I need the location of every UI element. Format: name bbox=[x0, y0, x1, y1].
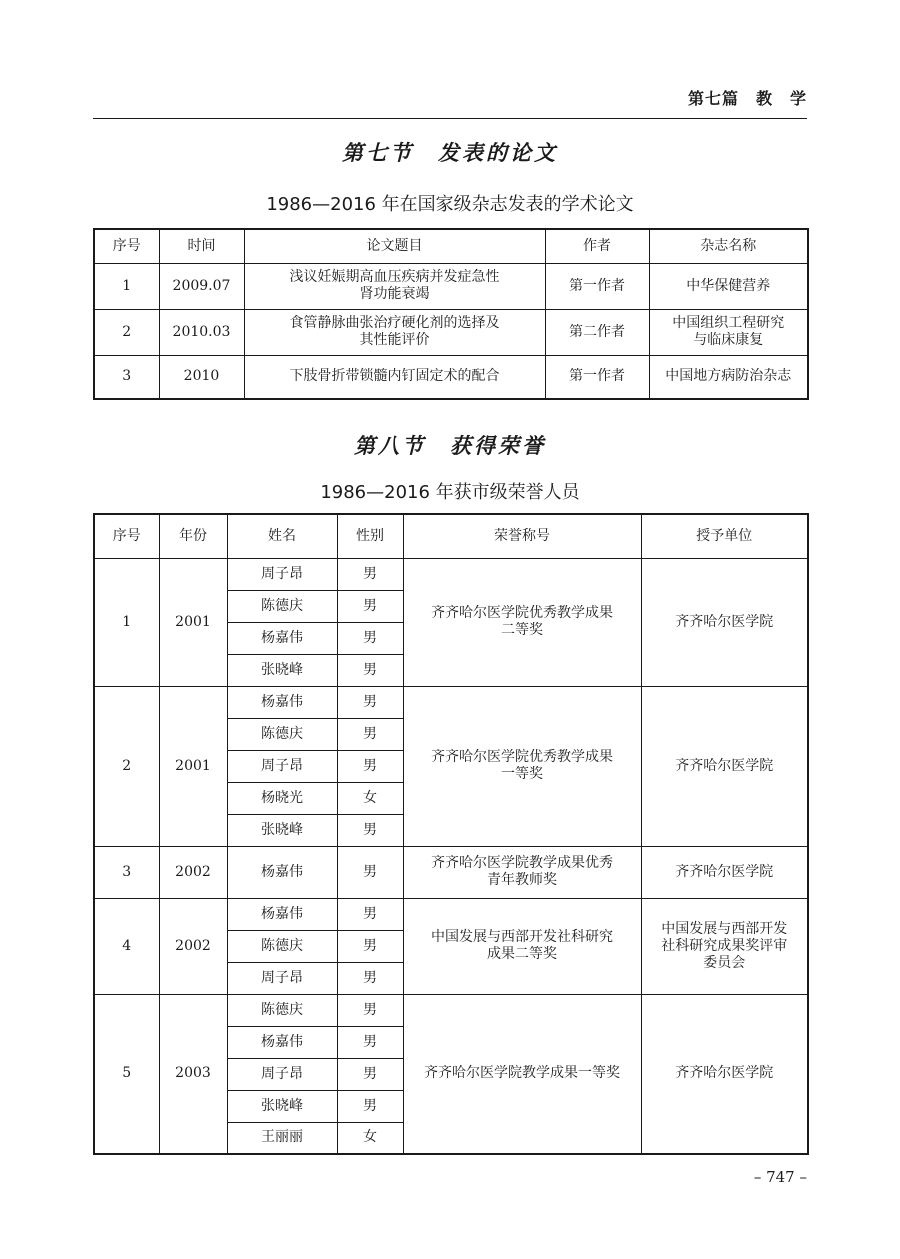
honor-person-gender: 男 bbox=[337, 1090, 403, 1122]
honors-header-gender: 性别 bbox=[337, 514, 403, 558]
honors-header-unit: 授予单位 bbox=[641, 514, 808, 558]
honor-year: 2002 bbox=[159, 898, 227, 994]
honors-row bbox=[94, 846, 808, 898]
paper-journal: 中国地方病防治杂志 bbox=[649, 355, 808, 399]
header-rule bbox=[93, 118, 807, 119]
honor-person-name: 张晓峰 bbox=[227, 654, 337, 686]
honor-unit: 中国发展与西部开发 社科研究成果奖评审 委员会 bbox=[641, 898, 808, 994]
honor-person-name: 周子昂 bbox=[227, 558, 337, 590]
honor-title: 齐齐哈尔医学院教学成果一等奖 bbox=[403, 994, 641, 1154]
honor-unit: 齐齐哈尔医学院 bbox=[641, 994, 808, 1154]
honor-person-name: 周子昂 bbox=[227, 962, 337, 994]
papers-header-no: 序号 bbox=[94, 229, 159, 263]
paper-time: 2010 bbox=[159, 355, 244, 399]
honors-header-year: 年份 bbox=[159, 514, 227, 558]
honor-person-gender: 男 bbox=[337, 590, 403, 622]
honor-unit: 齐齐哈尔医学院 bbox=[641, 686, 808, 846]
honor-person-gender: 男 bbox=[337, 558, 403, 590]
honors-header-name: 姓名 bbox=[227, 514, 337, 558]
honor-person-gender: 男 bbox=[337, 1058, 403, 1090]
honor-year: 2003 bbox=[159, 994, 227, 1154]
papers-table-title: 1986—2016 年在国家级杂志发表的学术论文 bbox=[266, 194, 634, 215]
honor-person-gender: 男 bbox=[337, 930, 403, 962]
honor-no: 1 bbox=[94, 558, 159, 686]
honor-person-name: 杨晓光 bbox=[227, 782, 337, 814]
honor-unit: 齐齐哈尔医学院 bbox=[641, 846, 808, 898]
papers-header-journal: 杂志名称 bbox=[649, 229, 808, 263]
honors-row bbox=[94, 558, 808, 590]
honor-person-gender: 女 bbox=[337, 782, 403, 814]
papers-table bbox=[93, 228, 809, 400]
honor-person-name: 杨嘉伟 bbox=[227, 622, 337, 654]
honor-year: 2002 bbox=[159, 846, 227, 898]
honors-table-title: 1986—2016 年获市级荣誉人员 bbox=[320, 482, 580, 503]
honors-header-honor: 荣誉称号 bbox=[403, 514, 641, 558]
honor-no: 4 bbox=[94, 898, 159, 994]
papers-header-title: 论文题目 bbox=[244, 229, 545, 263]
honor-person-name: 杨嘉伟 bbox=[227, 1026, 337, 1058]
honor-person-name: 张晓峰 bbox=[227, 814, 337, 846]
honor-person-gender: 女 bbox=[337, 1122, 403, 1154]
honor-year: 2001 bbox=[159, 686, 227, 846]
paper-author: 第一作者 bbox=[545, 355, 649, 399]
honors-row bbox=[94, 994, 808, 1026]
honor-person-name: 陈德庆 bbox=[227, 994, 337, 1026]
paper-journal: 中华保健营养 bbox=[649, 263, 808, 309]
honor-person-name: 杨嘉伟 bbox=[227, 898, 337, 930]
papers-row bbox=[94, 309, 808, 355]
papers-header-row bbox=[94, 229, 808, 263]
honor-person-gender: 男 bbox=[337, 814, 403, 846]
papers-row bbox=[94, 355, 808, 399]
honor-person-name: 陈德庆 bbox=[227, 930, 337, 962]
honors-row bbox=[94, 898, 808, 930]
paper-no: 1 bbox=[94, 263, 159, 309]
honor-person-gender: 男 bbox=[337, 962, 403, 994]
honor-title: 齐齐哈尔医学院优秀教学成果 一等奖 bbox=[403, 686, 641, 846]
honor-person-gender: 男 bbox=[337, 686, 403, 718]
honor-person-gender: 男 bbox=[337, 1026, 403, 1058]
honor-unit: 齐齐哈尔医学院 bbox=[641, 558, 808, 686]
honor-person-name: 陈德庆 bbox=[227, 590, 337, 622]
honor-person-gender: 男 bbox=[337, 654, 403, 686]
paper-author: 第二作者 bbox=[545, 309, 649, 355]
honor-person-name: 王丽丽 bbox=[227, 1122, 337, 1154]
honor-person-gender: 男 bbox=[337, 846, 403, 898]
paper-title: 食管静脉曲张治疗硬化剂的选择及 其性能评价 bbox=[244, 309, 545, 355]
paper-time: 2009.07 bbox=[159, 263, 244, 309]
honor-no: 3 bbox=[94, 846, 159, 898]
honor-person-gender: 男 bbox=[337, 994, 403, 1026]
paper-title: 下肢骨折带锁髓内钉固定术的配合 bbox=[244, 355, 545, 399]
papers-header-time: 时间 bbox=[159, 229, 244, 263]
running-header: 第七篇 教 学 bbox=[687, 89, 807, 108]
paper-journal: 中国组织工程研究 与临床康复 bbox=[649, 309, 808, 355]
paper-no: 3 bbox=[94, 355, 159, 399]
paper-title: 浅议妊娠期高血压疾病并发症急性 肾功能衰竭 bbox=[244, 263, 545, 309]
page-number: – 747 – bbox=[753, 1168, 807, 1186]
honor-person-name: 陈德庆 bbox=[227, 718, 337, 750]
honor-title: 齐齐哈尔医学院教学成果优秀 青年教师奖 bbox=[403, 846, 641, 898]
honor-no: 5 bbox=[94, 994, 159, 1154]
honor-person-gender: 男 bbox=[337, 622, 403, 654]
honor-person-gender: 男 bbox=[337, 750, 403, 782]
honors-table bbox=[93, 513, 809, 1155]
honor-person-name: 周子昂 bbox=[227, 750, 337, 782]
section-7-title: 第七节 发表的论文 bbox=[342, 140, 558, 165]
honor-person-name: 杨嘉伟 bbox=[227, 686, 337, 718]
honors-body bbox=[94, 558, 808, 1154]
honor-person-name: 张晓峰 bbox=[227, 1090, 337, 1122]
honor-title: 齐齐哈尔医学院优秀教学成果 二等奖 bbox=[403, 558, 641, 686]
papers-row bbox=[94, 263, 808, 309]
paper-author: 第一作者 bbox=[545, 263, 649, 309]
section-8-title: 第八节 获得荣誉 bbox=[354, 433, 546, 458]
papers-header-author: 作者 bbox=[545, 229, 649, 263]
paper-no: 2 bbox=[94, 309, 159, 355]
honor-person-name: 杨嘉伟 bbox=[227, 846, 337, 898]
honor-title: 中国发展与西部开发社科研究 成果二等奖 bbox=[403, 898, 641, 994]
honor-year: 2001 bbox=[159, 558, 227, 686]
honors-header-no: 序号 bbox=[94, 514, 159, 558]
honor-no: 2 bbox=[94, 686, 159, 846]
honor-person-gender: 男 bbox=[337, 898, 403, 930]
honors-header-row bbox=[94, 514, 808, 558]
honor-person-gender: 男 bbox=[337, 718, 403, 750]
honors-row bbox=[94, 686, 808, 718]
paper-time: 2010.03 bbox=[159, 309, 244, 355]
honor-person-name: 周子昂 bbox=[227, 1058, 337, 1090]
